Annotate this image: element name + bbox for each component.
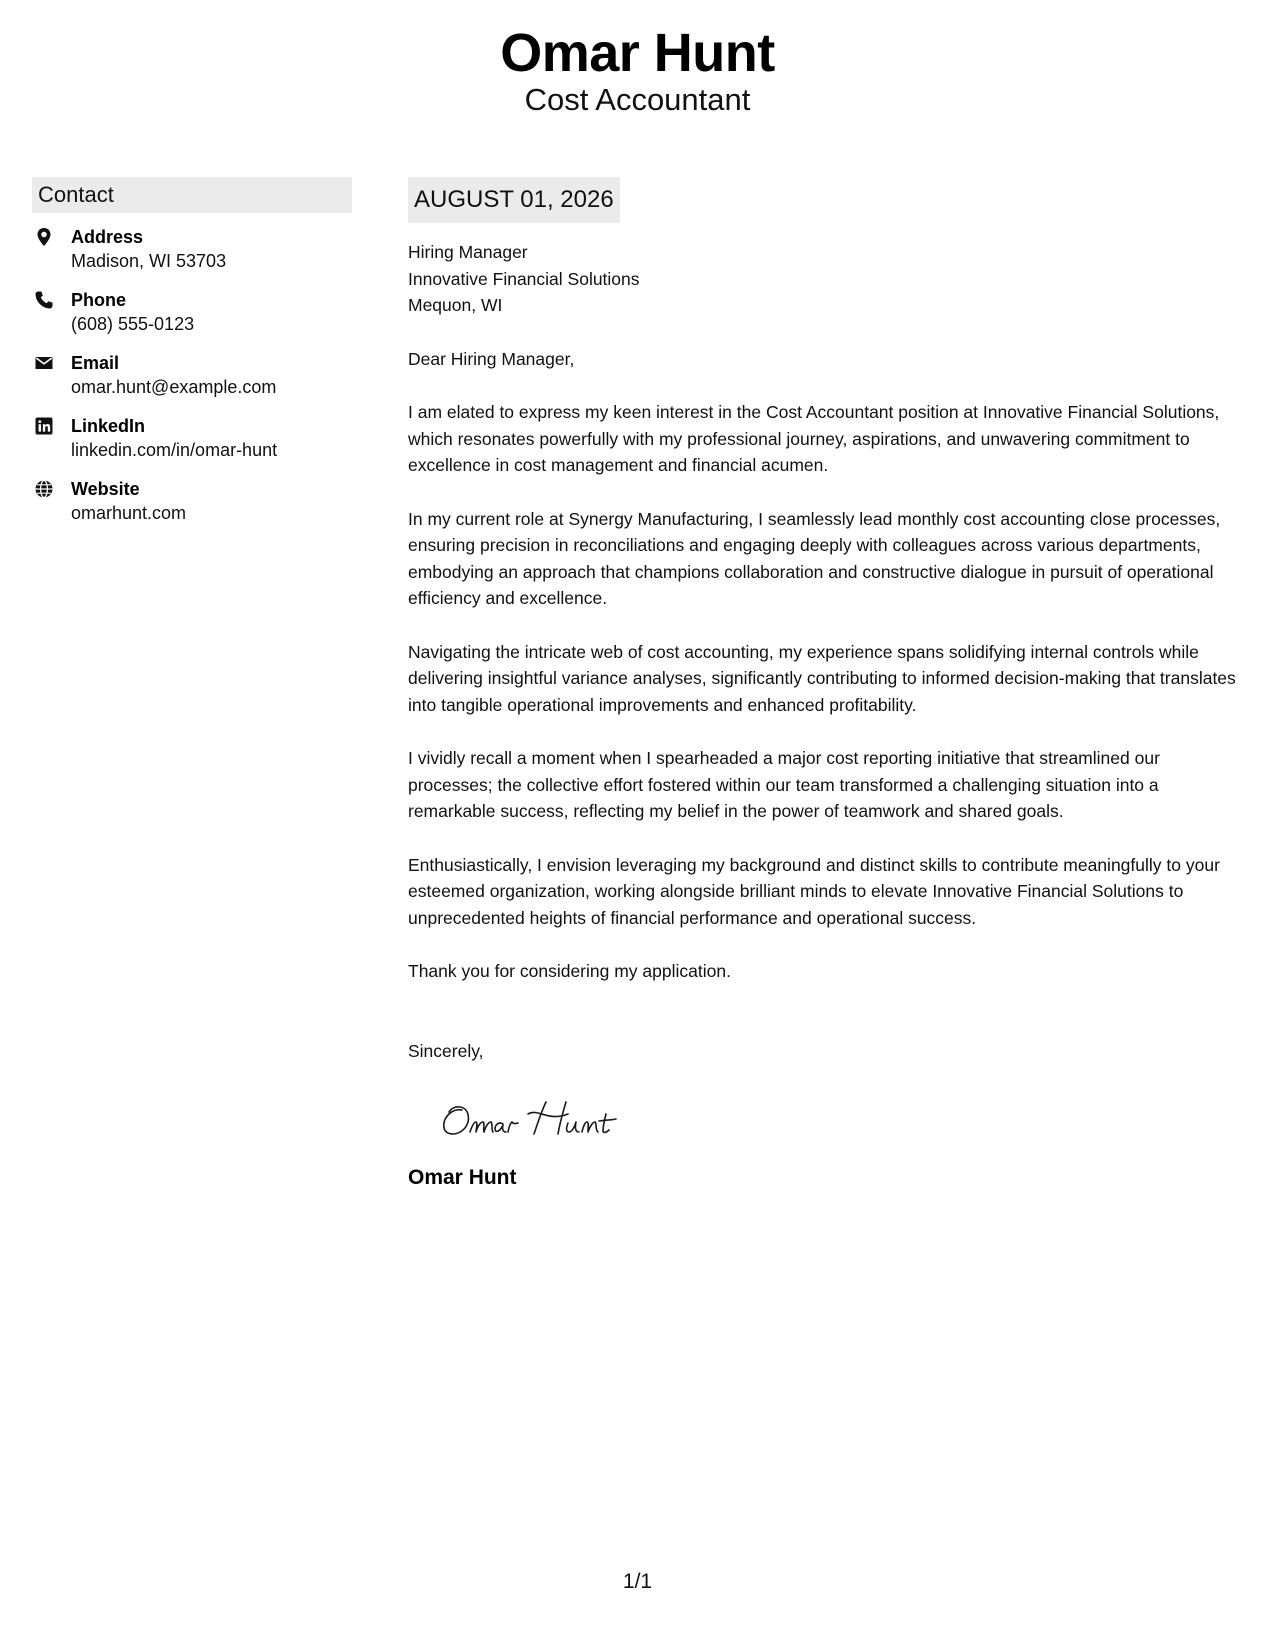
applicant-name: Omar Hunt [500,23,775,83]
letter-header [0,22,1275,118]
letter-date: AUGUST 01, 2026 [408,177,620,223]
recipient-line: Innovative Financial Solutions [408,268,640,289]
email-label: Email [71,353,120,373]
letter-paragraph: Enthusiastically, I envision leveraging my background and distinct skills to contribute meaningfully to your esteemed organization, working alongside brilliant minds to elevate Innovative Financial Solutions to unprecedented heights of financial performance and operational success. [408,854,1220,928]
linkedin-icon [34,416,54,436]
globe-icon [34,479,54,499]
letter-paragraph: In my current role at Synergy Manufacturing, I seamlessly lead monthly cost accounting close processes, ensuring precision in reconciliations and engaging deeply with colleagues across various departments, embodying an approach that champions collaboration and constructive dialogue in pursuit of operational efficiency and excellence. [408,508,1221,608]
contact-list [32,225,352,540]
page-number: 1/1 [622,1570,653,1593]
recipient-block [408,239,1248,319]
letter-paragraph: I vividly recall a moment when I spearheaded a major cost reporting initiative that streamlined our processes; the collective effort fostered within our team transformed a challenging situation into a remarkable success, reflecting my belief in the power of teamwork and shared goals. [408,748,1160,821]
phone-icon [34,290,54,310]
recipient-line: Hiring Manager [408,242,528,262]
phone-label: Phone [71,290,127,310]
contact-item-linkedin [32,414,352,477]
phone-value: (608) 555-0123 [71,314,195,334]
contact-item-website [32,477,352,540]
envelope-icon [34,353,54,373]
applicant-title: Cost Accountant [524,82,751,117]
letter-body [408,177,1248,1192]
closing: Sincerely, [408,1040,484,1061]
contact-item-address [32,225,352,288]
address-value: Madison, WI 53703 [71,251,227,271]
map-pin-icon [34,227,54,247]
contact-sidebar [32,177,352,540]
salutation: Dear Hiring Manager, [408,348,575,369]
email-value[interactable]: omar.hunt@example.com [71,377,277,397]
letter-paragraph: I am elated to express my keen interest in the Cost Accountant position at Innovative Financial Solutions, which resonates powerfully with my professional journey, aspirations, and unwavering commitment to excellence in cost management and financial acumen. [408,402,1220,475]
address-label: Address [71,227,144,247]
linkedin-value[interactable]: linkedin.com/in/omar-hunt [71,440,278,460]
letter-paragraph: Thank you for considering my application. [408,961,731,981]
website-value[interactable]: omarhunt.com [71,503,187,523]
linkedin-label: LinkedIn [71,416,146,436]
website-label: Website [71,479,140,499]
contact-heading: Contact [32,177,352,213]
contact-item-email [32,351,352,414]
handwritten-signature [440,1092,1248,1144]
signer-name: Omar Hunt [408,1166,517,1189]
recipient-line: Mequon, WI [408,295,503,315]
letter-paragraph: Navigating the intricate web of cost accounting, my experience spans solidifying internal controls while delivering insightful variance analyses, significantly contributing to informed decision-making that translates into tangible operational improvements and enhanced profitability. [408,641,1236,715]
contact-item-phone [32,288,352,351]
